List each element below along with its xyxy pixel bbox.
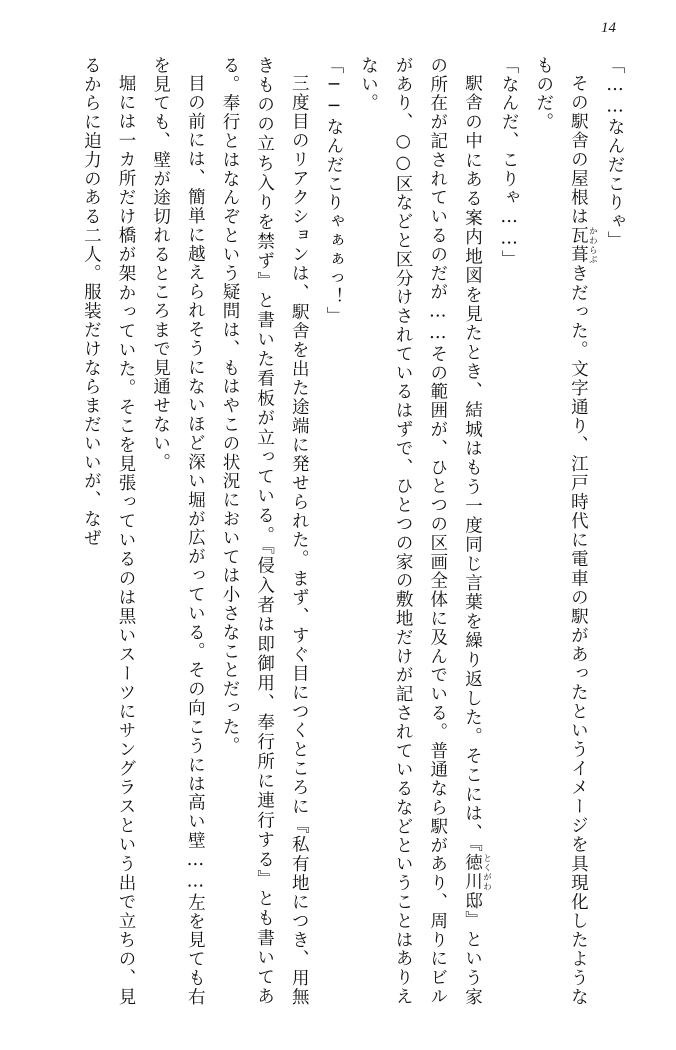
- paragraph-6: 三度目のリアクションは、駅舎を出た途端に発せられた。まず、すぐ目につくところに『私有地につき、用無きものの立ち入りを禁ず』と書いた看板が立っている。『侵入者は即御用、奉行所に連行する』とも書いてある。奉行とはなんぞという疑問は、もはやこの状況においては小さなことだった。: [219, 56, 310, 1006]
- ruby-kawarabuki: 瓦葺 かわらぶ: [568, 225, 598, 264]
- paragraph-2: その駅舎の屋根は瓦葺 かわらぶきだった。文字通り、江戸時代に電車の駅があったというイメージを具現化したようなものだ。: [533, 56, 598, 1006]
- paragraph-8: 堀には一カ所だけ橋が架かっていた。そこを見張っているのは黒いスーツにサングラスという出で立ちの、見るからに迫力のある二人。服装だけならまだいいが、なぜ: [81, 56, 137, 1006]
- page-number: 14: [601, 20, 616, 36]
- ruby-reading-tokugawa: とくがわ: [481, 852, 492, 891]
- paragraph-1: 「……なんだこりゃ」: [605, 56, 625, 250]
- paragraph-3: 「なんだ、こりゃ……」: [499, 56, 520, 269]
- ruby-tokugawa: 徳川 とくがわ: [462, 852, 492, 892]
- paragraph-7: 目の前には、簡単に越えられそうにないほど深い堀が広がっている。その向こうには高い壁……左を見ても右を見ても、壁が途切れるところまで見通せない。: [150, 56, 206, 1006]
- vertical-text-body: [44, 56, 632, 1006]
- paragraph-5: 「──なんだこりゃぁぁっ！」: [323, 56, 344, 326]
- ruby-reading-kawarabu: かわらぶ: [587, 225, 598, 264]
- paragraph-4: 駅舎の中にある案内地図を見たとき、結城はもう一度同じ言葉を繰り返した。そこには、『徳川 とくがわ邸』という家の所在が記されているのだが……その範囲が、ひとつの区画全体に及んでいる。普通なら駅があり、周りにビルがあり、○○区などと区分けされているはずで、ひとつの家の敷地だけが記されているなどということはありえない。: [358, 56, 492, 1006]
